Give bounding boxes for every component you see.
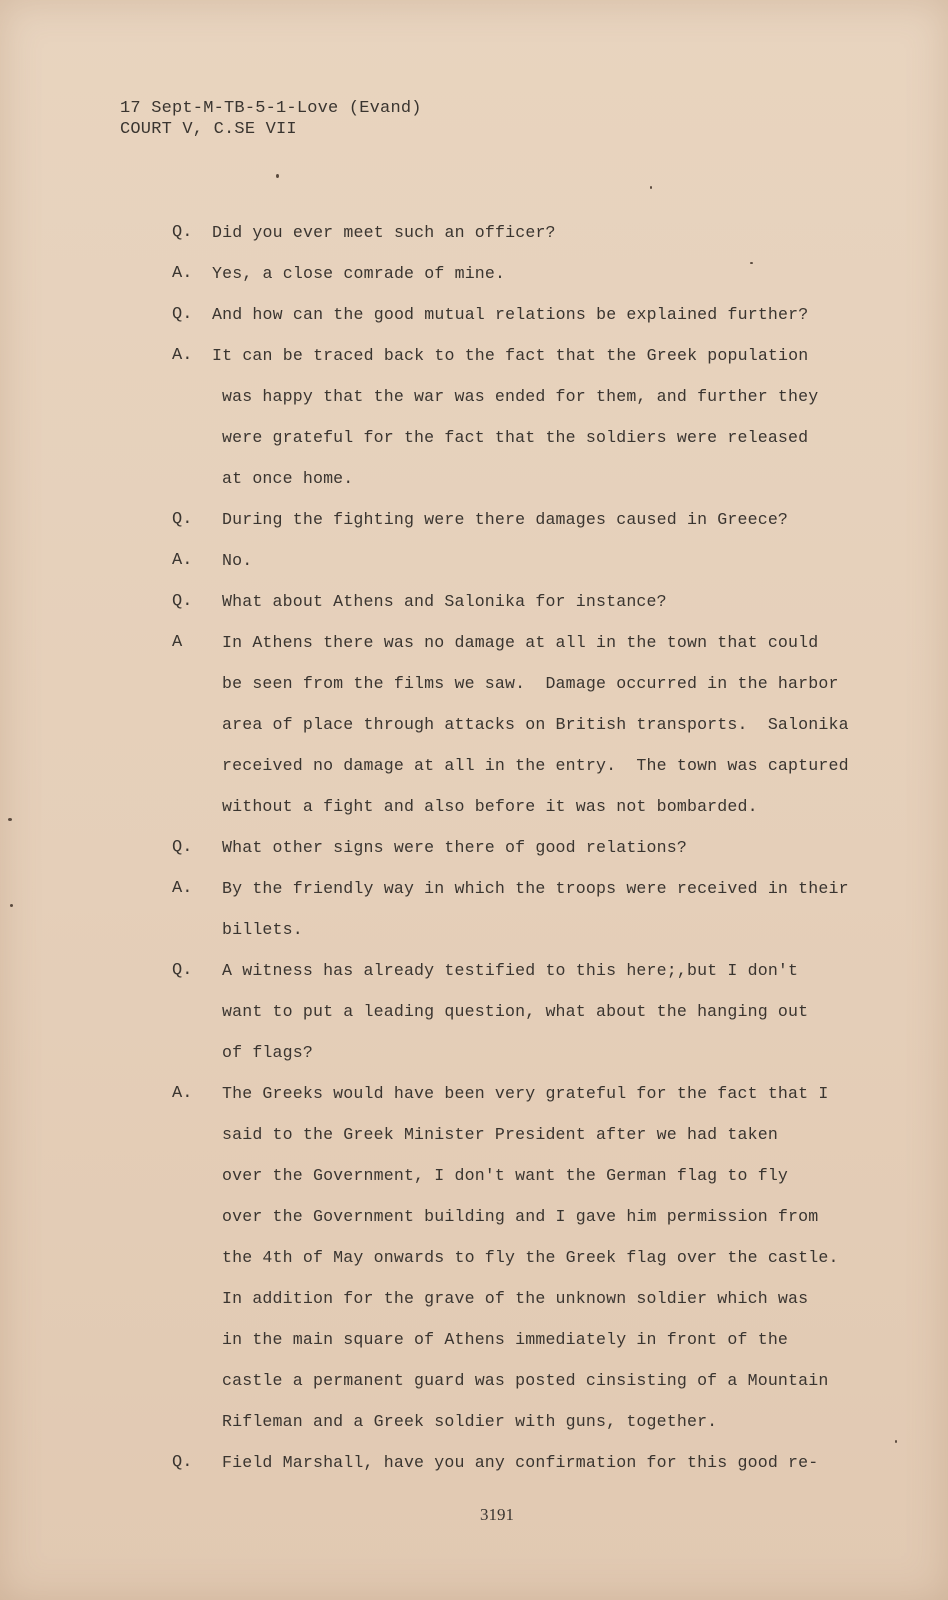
transcript-line: was happy that the war was ended for them, and further they xyxy=(222,387,819,406)
header-court-case: COURT V, C.SE VII xyxy=(120,120,297,139)
qa-label: Q. xyxy=(172,510,193,529)
paper-speck xyxy=(750,262,753,264)
transcript-line: were grateful for the fact that the soldiers were released xyxy=(222,428,809,447)
transcript-line: received no damage at all in the entry. The town was captured xyxy=(222,756,849,775)
transcript-line: By the friendly way in which the troops were received in their xyxy=(222,879,849,898)
paper-speck xyxy=(8,818,12,821)
qa-label: A. xyxy=(172,1084,193,1103)
transcript-line: said to the Greek Minister President after we had taken xyxy=(222,1125,778,1144)
paper-speck xyxy=(10,904,13,907)
transcript-line: area of place through attacks on British transports. Salonika xyxy=(222,715,849,734)
transcript-line: The Greeks would have been very grateful for the fact that I xyxy=(222,1084,829,1103)
qa-label: A. xyxy=(172,264,193,283)
paper-speck xyxy=(650,186,652,189)
qa-label: A xyxy=(172,633,183,652)
qa-label: A. xyxy=(172,346,193,365)
qa-label: Q. xyxy=(172,305,193,324)
transcript-line: be seen from the films we saw. Damage occurred in the harbor xyxy=(222,674,839,693)
transcript-line: In Athens there was no damage at all in the town that could xyxy=(222,633,819,652)
transcript-line: What other signs were there of good relations? xyxy=(222,838,687,857)
transcript-line: A witness has already testified to this here;,but I don't xyxy=(222,961,799,980)
paper-speck xyxy=(895,1440,897,1443)
transcript-line: of flags? xyxy=(222,1043,313,1062)
transcript-line: It can be traced back to the fact that the Greek population xyxy=(212,346,809,365)
qa-label: A. xyxy=(172,551,193,570)
transcript-line: billets. xyxy=(222,920,303,939)
transcript-line: at once home. xyxy=(222,469,354,488)
transcript-line: in the main square of Athens immediately in front of the xyxy=(222,1330,789,1349)
transcript-line: want to put a leading question, what about the hanging out xyxy=(222,1002,809,1021)
transcript-line: Rifleman and a Greek soldier with guns, together. xyxy=(222,1412,718,1431)
transcript-line: castle a permanent guard was posted cinsisting of a Mountain xyxy=(222,1371,829,1390)
qa-label: Q. xyxy=(172,838,193,857)
transcript-line: What about Athens and Salonika for instance? xyxy=(222,592,667,611)
header-reference: 17 Sept-M-TB-5-1-Love (Evand) xyxy=(120,99,422,118)
transcript-line: No. xyxy=(222,551,253,570)
qa-label: Q. xyxy=(172,223,193,242)
qa-label: Q. xyxy=(172,1453,193,1472)
transcript-line: Field Marshall, have you any confirmation for this good re- xyxy=(222,1453,819,1472)
transcript-line: the 4th of May onwards to fly the Greek flag over the castle. xyxy=(222,1248,839,1267)
transcript-line: over the Government building and I gave him permission from xyxy=(222,1207,819,1226)
transcript-line: over the Government, I don't want the German flag to fly xyxy=(222,1166,789,1185)
transcript-line: Did you ever meet such an officer? xyxy=(212,223,556,242)
transcript-line: And how can the good mutual relations be explained further? xyxy=(212,305,809,324)
transcript-line: During the fighting were there damages caused in Greece? xyxy=(222,510,789,529)
transcript-line: without a fight and also before it was not bombarded. xyxy=(222,797,758,816)
qa-label: Q. xyxy=(172,592,193,611)
qa-label: A. xyxy=(172,879,193,898)
transcript-line: In addition for the grave of the unknown soldier which was xyxy=(222,1289,809,1308)
transcript-line: Yes, a close comrade of mine. xyxy=(212,264,506,283)
paper-speck xyxy=(276,174,279,178)
page-number: 3191 xyxy=(480,1505,514,1524)
qa-label: Q. xyxy=(172,961,193,980)
